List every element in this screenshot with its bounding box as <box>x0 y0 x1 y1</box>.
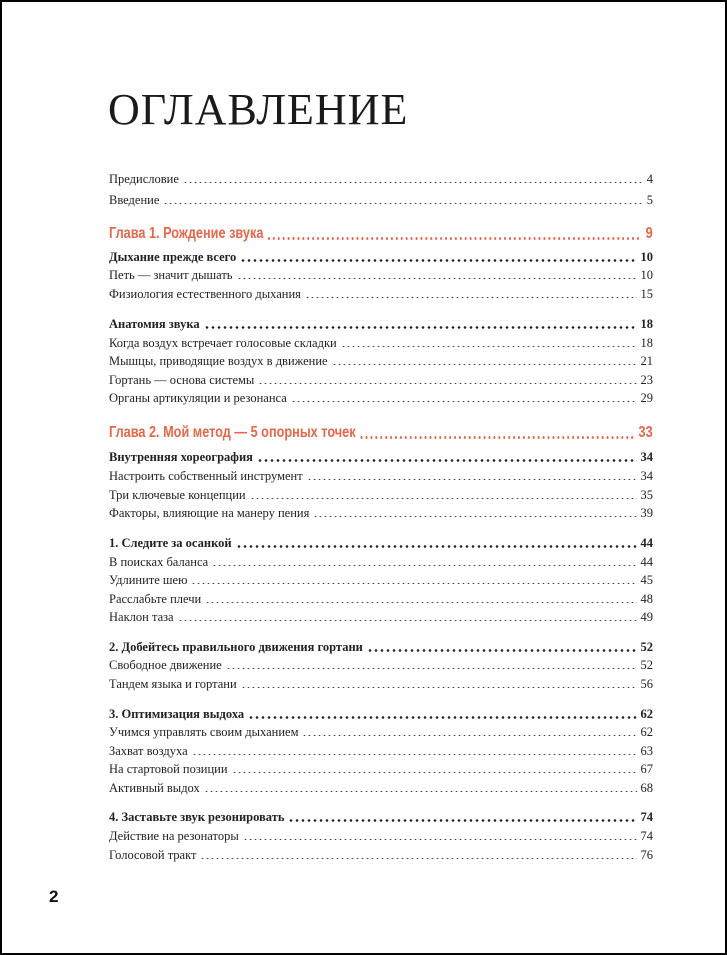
dot-leader <box>226 668 637 669</box>
chapter-page: 33 <box>638 424 653 441</box>
toc-entry <box>109 267 653 283</box>
entry-title: Удлините шею <box>109 573 188 587</box>
toc-entry <box>109 372 653 388</box>
entry-page: 63 <box>640 744 653 758</box>
entry-page: 74 <box>640 829 653 843</box>
dot-leader <box>240 259 636 262</box>
entry-page: 45 <box>640 573 653 587</box>
entry-page: 62 <box>640 725 653 739</box>
entry-page: 49 <box>640 610 653 624</box>
entry-title: Введение <box>109 193 160 207</box>
toc-entry <box>109 171 653 187</box>
page-number: 2 <box>49 887 59 906</box>
entry-title: Захват воздуха <box>109 744 188 758</box>
section-page: 10 <box>640 250 653 264</box>
toc-entry <box>109 554 653 570</box>
toc-section <box>109 809 653 825</box>
dot-leader <box>359 436 635 439</box>
toc-entry <box>109 487 653 503</box>
section-page: 52 <box>640 640 653 654</box>
section-title: 1. Следите за осанкой <box>109 536 232 550</box>
entry-title: Мышцы, приводящие воздух в движение <box>109 354 328 368</box>
entry-title: Настроить собственный инструмент <box>109 469 303 483</box>
section-title: 3. Оптимизация выдоха <box>109 707 245 721</box>
entry-title: В поисках баланса <box>109 555 209 569</box>
entry-page: 39 <box>640 506 653 520</box>
toc-entry <box>109 780 653 796</box>
dot-leader <box>212 565 636 566</box>
dot-leader <box>163 203 642 204</box>
section-title: Анатомия звука <box>109 317 200 331</box>
toc-entry <box>109 743 653 759</box>
toc-chapter <box>109 224 653 244</box>
entry-page: 35 <box>640 488 653 502</box>
dot-leader <box>257 459 637 462</box>
toc-entry <box>109 676 653 692</box>
entry-title: Факторы, влияющие на манеру пения <box>109 506 310 520</box>
toc-section <box>109 449 653 465</box>
section-page: 44 <box>640 536 653 550</box>
toc-section <box>109 639 653 655</box>
entry-page: 68 <box>640 781 653 795</box>
dot-leader <box>258 383 636 384</box>
dot-leader <box>307 479 637 480</box>
entry-page: 10 <box>640 268 653 282</box>
toc-entry <box>109 828 653 844</box>
entry-page: 48 <box>640 592 653 606</box>
section-page: 18 <box>640 317 653 331</box>
entry-title: Гортань — основа системы <box>109 373 255 387</box>
dot-leader <box>367 649 637 652</box>
entry-page: 67 <box>640 762 653 776</box>
dot-leader <box>305 297 637 298</box>
toc-entry <box>109 286 653 302</box>
dot-leader <box>191 583 636 584</box>
toc-section <box>109 535 653 551</box>
dot-leader <box>313 516 636 517</box>
toc-section <box>109 316 653 332</box>
entry-title: Активный выдох <box>109 781 200 795</box>
toc-entry <box>109 572 653 588</box>
dot-leader <box>205 602 636 603</box>
dot-leader <box>332 364 637 365</box>
entry-title: Расслабьте плечи <box>109 592 202 606</box>
dot-leader <box>200 858 636 859</box>
dot-leader <box>267 237 643 240</box>
section-title: Внутренняя хореография <box>109 450 253 464</box>
dot-leader <box>248 716 636 719</box>
toc-entry <box>109 390 653 406</box>
toc-entry <box>109 609 653 625</box>
entry-title: Свободное движение <box>109 658 222 672</box>
toc-entry <box>109 724 653 740</box>
entry-title: Наклон таза <box>109 610 174 624</box>
section-title: 2. Добейтесь правильного движения гортани <box>109 640 363 654</box>
entry-page: 15 <box>640 287 653 301</box>
dot-leader <box>341 346 637 347</box>
dot-leader <box>236 545 637 548</box>
entry-title: Три ключевые концепции <box>109 488 246 502</box>
dot-leader <box>204 791 637 792</box>
toc-entry <box>109 761 653 777</box>
entry-page: 34 <box>640 469 653 483</box>
toc-entry <box>109 468 653 484</box>
section-title: Дыхание прежде всего <box>109 250 237 264</box>
toc-chapter <box>109 423 653 443</box>
chapter-page: 9 <box>645 225 653 242</box>
entry-title: На стартовой позиции <box>109 762 228 776</box>
toc-entry <box>109 847 653 863</box>
entry-title: Голосовой тракт <box>109 848 197 862</box>
dot-leader <box>291 401 637 402</box>
toc-section <box>109 706 653 722</box>
toc-entry <box>109 335 653 351</box>
chapter-title: Глава 1. Рождение звука <box>109 225 264 242</box>
dot-leader <box>302 735 636 736</box>
section-page: 34 <box>640 450 653 464</box>
entry-page: 76 <box>640 848 653 862</box>
entry-page: 5 <box>646 193 653 207</box>
entry-title: Петь — значит дышать <box>109 268 233 282</box>
toc-entry <box>109 657 653 673</box>
page-title: ОГЛАВЛЕНИЕ <box>108 85 409 134</box>
dot-leader <box>288 819 636 822</box>
dot-leader <box>178 620 637 621</box>
entry-page: 52 <box>640 658 653 672</box>
toc-entry <box>109 353 653 369</box>
entry-title: Учимся управлять своим дыханием <box>109 725 299 739</box>
dot-leader <box>183 182 643 183</box>
dot-leader <box>204 326 637 329</box>
entry-title: Физиология естественного дыхания <box>109 287 301 301</box>
entry-title: Действие на резонаторы <box>109 829 239 843</box>
chapter-title: Глава 2. Мой метод — 5 опорных точек <box>109 424 356 441</box>
entry-title: Тандем языка и гортани <box>109 677 237 691</box>
section-page: 62 <box>640 707 653 721</box>
entry-title: Органы артикуляции и резонанса <box>109 391 287 405</box>
dot-leader <box>243 839 637 840</box>
entry-page: 4 <box>646 172 653 186</box>
entry-page: 21 <box>640 354 653 368</box>
entry-page: 44 <box>640 555 653 569</box>
dot-leader <box>232 772 637 773</box>
toc-section <box>109 249 653 265</box>
entry-page: 23 <box>640 373 653 387</box>
entry-page: 18 <box>640 336 653 350</box>
section-title: 4. Заставьте звук резонировать <box>109 810 285 824</box>
entry-title: Когда воздух встречает голосовые складки <box>109 336 337 350</box>
toc-entry <box>109 192 653 208</box>
section-page: 74 <box>640 810 653 824</box>
dot-leader <box>250 498 637 499</box>
dot-leader <box>241 687 637 688</box>
dot-leader <box>237 278 637 279</box>
dot-leader <box>192 754 637 755</box>
entry-title: Предисловие <box>109 172 179 186</box>
toc-entry <box>109 591 653 607</box>
entry-page: 29 <box>640 391 653 405</box>
entry-page: 56 <box>640 677 653 691</box>
toc-entry <box>109 505 653 521</box>
